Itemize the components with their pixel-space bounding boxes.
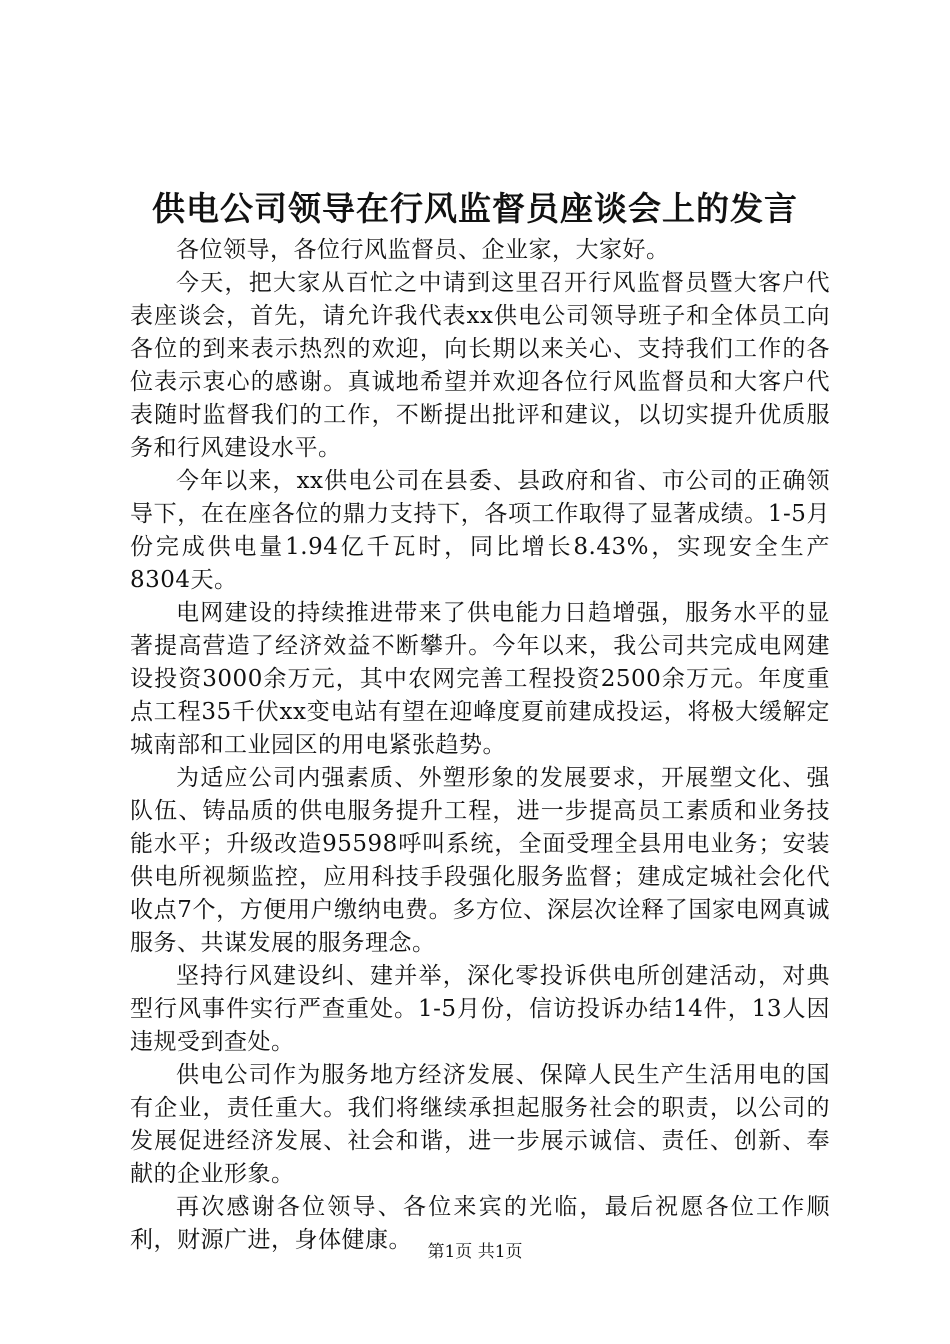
- paragraph-achievements: 今年以来，xx供电公司在县委、县政府和省、市公司的正确领导下，在在座各位的鼎力支持下，各项工作取得了显著成绩。1-5月份完成供电量1.94亿千瓦时，同比增长8.43%，实现安全生产8304天。: [130, 468, 830, 593]
- paragraph-closing: 再次感谢各位领导、各位来宾的光临，最后祝愿各位工作顺利，财源广进，身体健康。: [130, 1194, 830, 1253]
- paragraph-grid-construction: 电网建设的持续推进带来了供电能力日趋增强，服务水平的显著提高营造了经济效益不断攀升。今年以来，我公司共完成电网建设投资3000余万元，其中农网完善工程投资2500余万元。年度重点工程35千伏xx变电站有望在迎峰度夏前建成投运，将极大缓解定城南部和工业园区的用电紧张趋势。: [130, 600, 830, 758]
- document-body: [130, 234, 830, 1257]
- paragraph-conduct: 坚持行风建设纠、建并举，深化零投诉供电所创建活动，对典型行风事件实行严查重处。1-5月份，信访投诉办结14件，13人因违规受到查处。: [130, 963, 830, 1055]
- document-title: 供电公司领导在行风监督员座谈会上的发言: [152, 189, 798, 228]
- paragraph-greeting: 各位领导，各位行风监督员、企业家，大家好。: [176, 237, 670, 263]
- page-footer: 第1页 共1页: [427, 1242, 523, 1262]
- paragraph-responsibility: 供电公司作为服务地方经济发展、保障人民生产生活用电的国有企业，责任重大。我们将继续承担起服务社会的职责，以公司的发展促进经济发展、社会和谐，进一步展示诚信、责任、创新、奉献的企业形象。: [130, 1062, 830, 1187]
- paragraph-service-improvement: 为适应公司内强素质、外塑形象的发展要求，开展塑文化、强队伍、铸品质的供电服务提升工程，进一步提高员工素质和业务技能水平；升级改造95598呼叫系统，全面受理全县用电业务；安装供电所视频监控，应用科技手段强化服务监督；建成定城社会化代收点7个，方便用户缴纳电费。多方位、深层次诠释了国家电网真诚服务、共谋发展的服务理念。: [130, 765, 830, 956]
- paragraph-welcome: 今天，把大家从百忙之中请到这里召开行风监督员暨大客户代表座谈会，首先，请允许我代表xx供电公司领导班子和全体员工向各位的到来表示热烈的欢迎，向长期以来关心、支持我们工作的各位表示衷心的感谢。真诚地希望并欢迎各位行风监督员和大客户代表随时监督我们的工作，不断提出批评和建议，以切实提升优质服务和行风建设水平。: [130, 270, 830, 461]
